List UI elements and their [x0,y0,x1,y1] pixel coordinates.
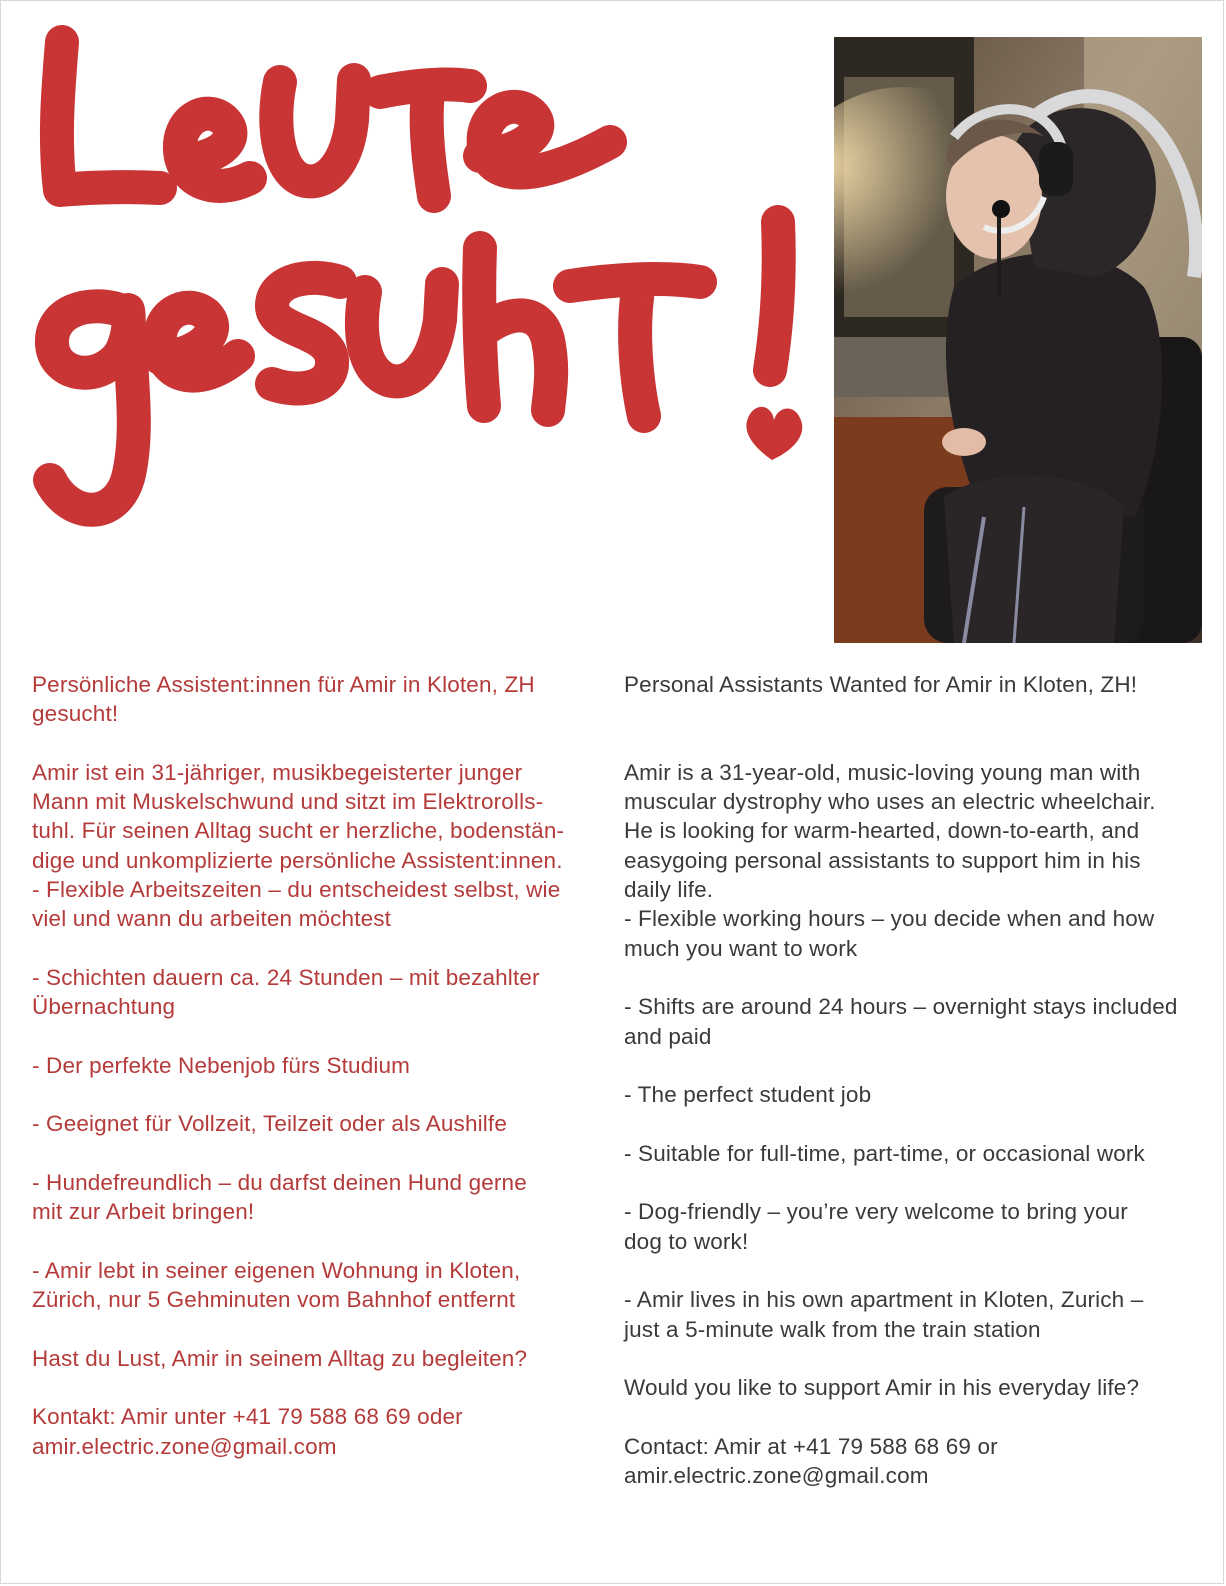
german-bullet-student-job: - Der perfekte Nebenjob fürs Studium [32,1052,411,1078]
english-title: Personal Assistants Wanted for Amir in Kloten, ZH! [624,672,1138,697]
english-text-column [624,670,1220,1490]
english-bullet-work-type: - Suitable for full-time, part-time, or occasional work [624,1140,1145,1166]
person-in-wheelchair-photo [834,37,1202,643]
german-bullet-shifts: - Schichten dauern ca. 24 Stunden – mit bezahlter Übernachtung [32,964,540,1020]
german-bullet-location: - Amir lebt in seiner eigenen Wohnung in Kloten, Zürich, nur 5 Gehminuten vom Bahnhof entfernt [32,1257,521,1313]
english-bullet-dog-friendly: - Dog-friendly – you’re very welcome to bring your dog to work! [624,1199,1128,1254]
headline-lettering [10,10,810,550]
english-contact: Contact: Amir at +41 79 588 68 69 or amir.electric.zone@gmail.com [624,1433,998,1489]
english-bullet-shifts: - Shifts are around 24 hours – overnight stays included and paid [624,994,1178,1049]
english-bullet-location: - Amir lives in his own apartment in Kloten, Zurich – just a 5-minute walk from the train station [624,1287,1144,1342]
german-contact: Kontakt: Amir unter +41 79 588 68 69 oder amir.electric.zone@gmail.com [32,1404,463,1459]
english-bullet-flexible-hours: - Flexible working hours – you decide when and how much you want to work [624,906,1155,961]
german-title: Persönliche Assistent:innen für Amir in Kloten, ZH gesucht! [32,672,535,727]
german-text-column [32,670,622,1461]
english-question: Would you like to support Amir in his everyday life? [624,1375,1140,1401]
german-bullet-dog-friendly: - Hundefreundlich – du darfst deinen Hund gerne mit zur Arbeit bringen! [32,1170,527,1225]
german-bullet-flexible-hours: - Flexible Arbeitszeiten – du entscheidest selbst, wie viel und wann du arbeiten möchtest [32,877,561,932]
english-bullet-student-job: - The perfect student job [624,1082,872,1108]
german-intro: Amir ist ein 31-jähriger, musikbegeisterter junger Mann mit Muskelschwund und sitzt im Elektrorolls- tuhl. Für seinen Alltag sucht er herzliche, bodenstän- dige und unkomplizierte persönliche Assistent:innen. [32,759,565,873]
german-question: Hast du Lust, Amir in seinem Alltag zu begleiten? [32,1345,528,1371]
english-intro: Amir is a 31-year-old, music-loving young man with muscular dystrophy who uses an electric wheelchair. He is looking for warm-hearted, down-to-earth, and easygoing personal assistants to support him in his daily life. [624,759,1156,903]
german-bullet-work-type: - Geeignet für Vollzeit, Teilzeit oder als Aushilfe [32,1111,507,1137]
